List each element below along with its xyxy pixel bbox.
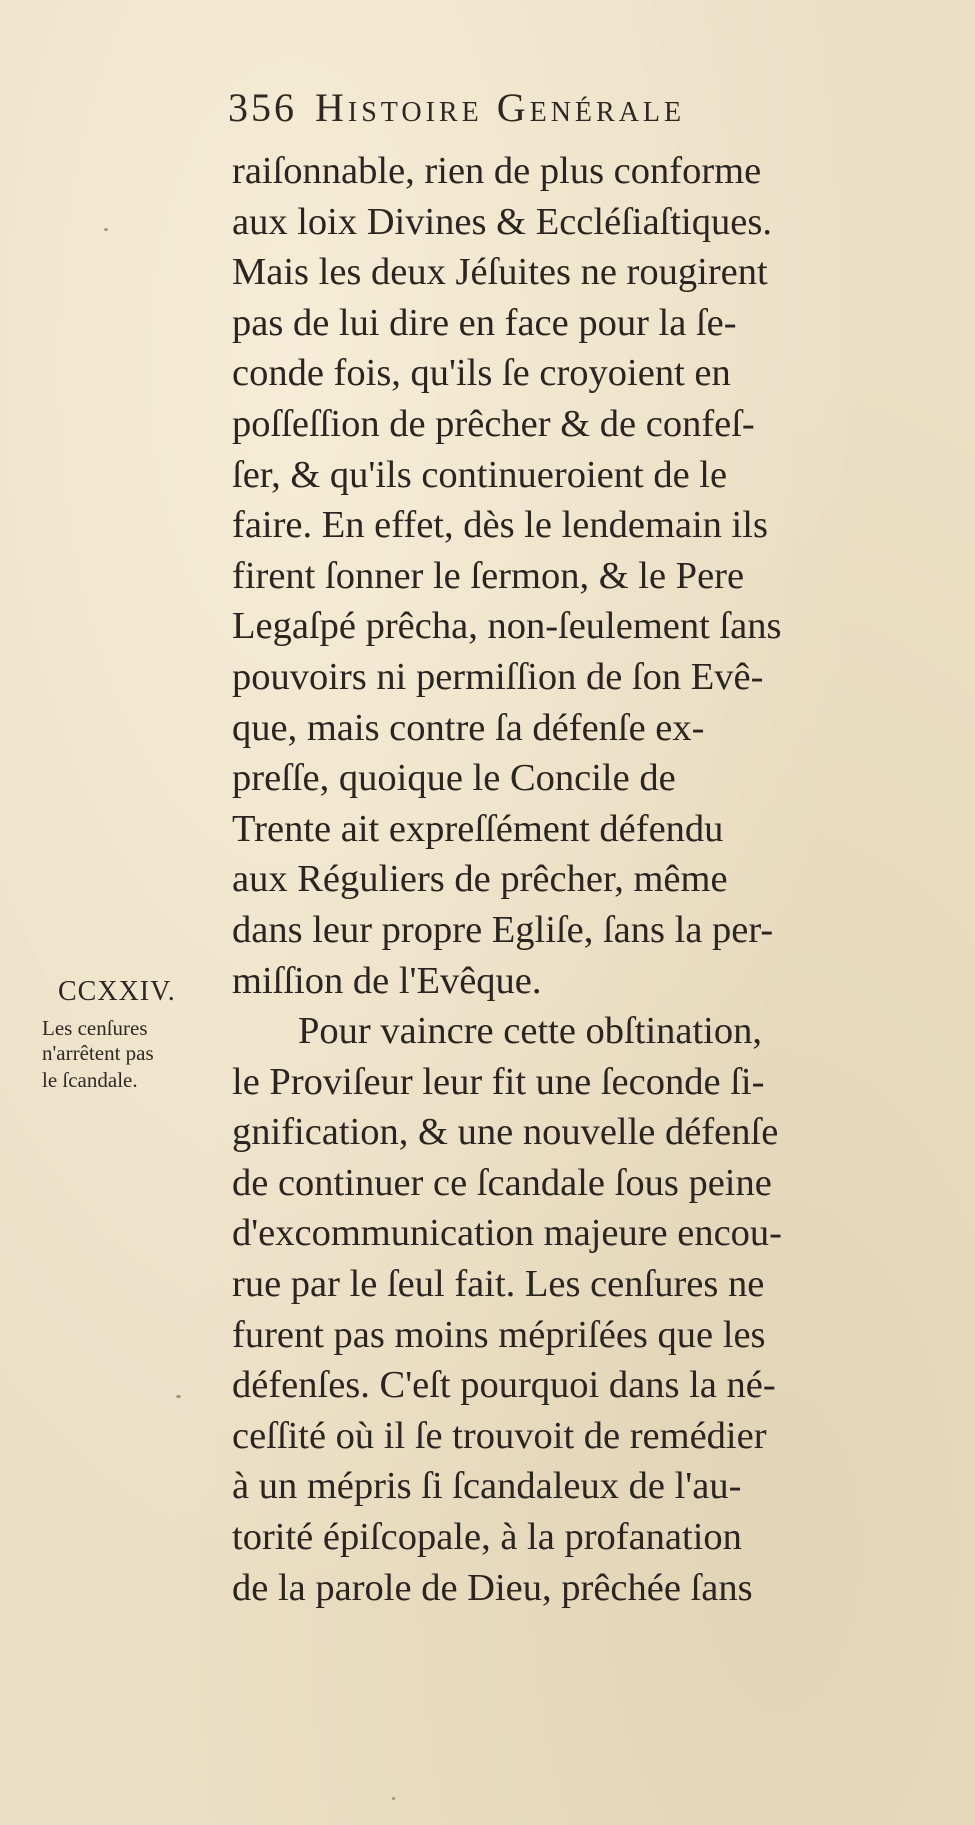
text-line: aux Réguliers de prêcher, même [232, 858, 728, 901]
text-line: faire. En effet, dès le lendemain ils [232, 504, 768, 547]
text-line: aux loix Divines & Eccléſiaſtiques. [232, 200, 772, 243]
text-line: de continuer ce ſcandale ſous peine [232, 1161, 772, 1204]
text-line: ſer, & qu'ils continueroient de le [232, 453, 728, 496]
paragraph-start-line: Pour vaincre cette obſtination, [298, 1010, 762, 1053]
text-line: conde fois, qu'ils ſe croyoient en [232, 352, 731, 395]
text-line: défenſes. C'eſt pourquoi dans la né- [232, 1364, 776, 1407]
running-head [228, 84, 888, 144]
margin-note-number: CCXXIV. [58, 976, 176, 1007]
margin-note-line: Les cenſures [42, 1016, 148, 1040]
text-line: Mais les deux Jéſuites ne rougirent [232, 251, 768, 294]
text-line: Trente ait expreſſément défendu [232, 807, 724, 850]
paper-speck [176, 1395, 181, 1398]
text-line: d'excommunication majeure encou- [232, 1212, 782, 1255]
text-line: miſſion de l'Evêque. [232, 959, 542, 1002]
paper-speck [392, 1797, 395, 1800]
text-line: rue par le ſeul fait. Les cenſures ne [232, 1263, 765, 1306]
text-line: pas de lui dire en face pour la ſe- [232, 301, 737, 344]
text-line: gnification, & une nouvelle défenſe [232, 1111, 779, 1154]
page-number: 356 [228, 85, 297, 130]
paper-speck [104, 228, 108, 231]
running-title: Histoire Genérale [315, 85, 686, 130]
text-line: à un mépris ſi ſcandaleux de l'au- [232, 1465, 742, 1508]
text-line: de la parole de Dieu, prêchée ſans [232, 1566, 753, 1609]
text-line: pouvoirs ni permiſſion de ſon Evê- [232, 655, 764, 698]
text-line: Legaſpé prêcha, non-ſeulement ſans [232, 605, 782, 648]
text-line: dans leur propre Egliſe, ſans la per- [232, 908, 774, 951]
text-line: torité épiſcopale, à la profanation [232, 1516, 742, 1559]
text-line: le Proviſeur leur fit une ſeconde ſi- [232, 1060, 765, 1103]
text-body [232, 146, 932, 1613]
text-line: firent ſonner le ſermon, & le Pere [232, 554, 745, 597]
text-line: poſſeſſion de prêcher & de confeſ- [232, 402, 755, 445]
text-line: furent pas moins mépriſées que les [232, 1313, 766, 1356]
text-line: raiſonnable, rien de plus conforme [232, 150, 762, 192]
margin-note-line: le ſcandale. [42, 1068, 138, 1092]
text-line: ceſſité où il ſe trouvoit de remédier [232, 1414, 767, 1457]
margin-note-line: n'arrêtent pas [42, 1041, 154, 1065]
text-line: preſſe, quoique le Concile de [232, 757, 676, 800]
text-line: que, mais contre ſa défenſe ex- [232, 706, 705, 749]
